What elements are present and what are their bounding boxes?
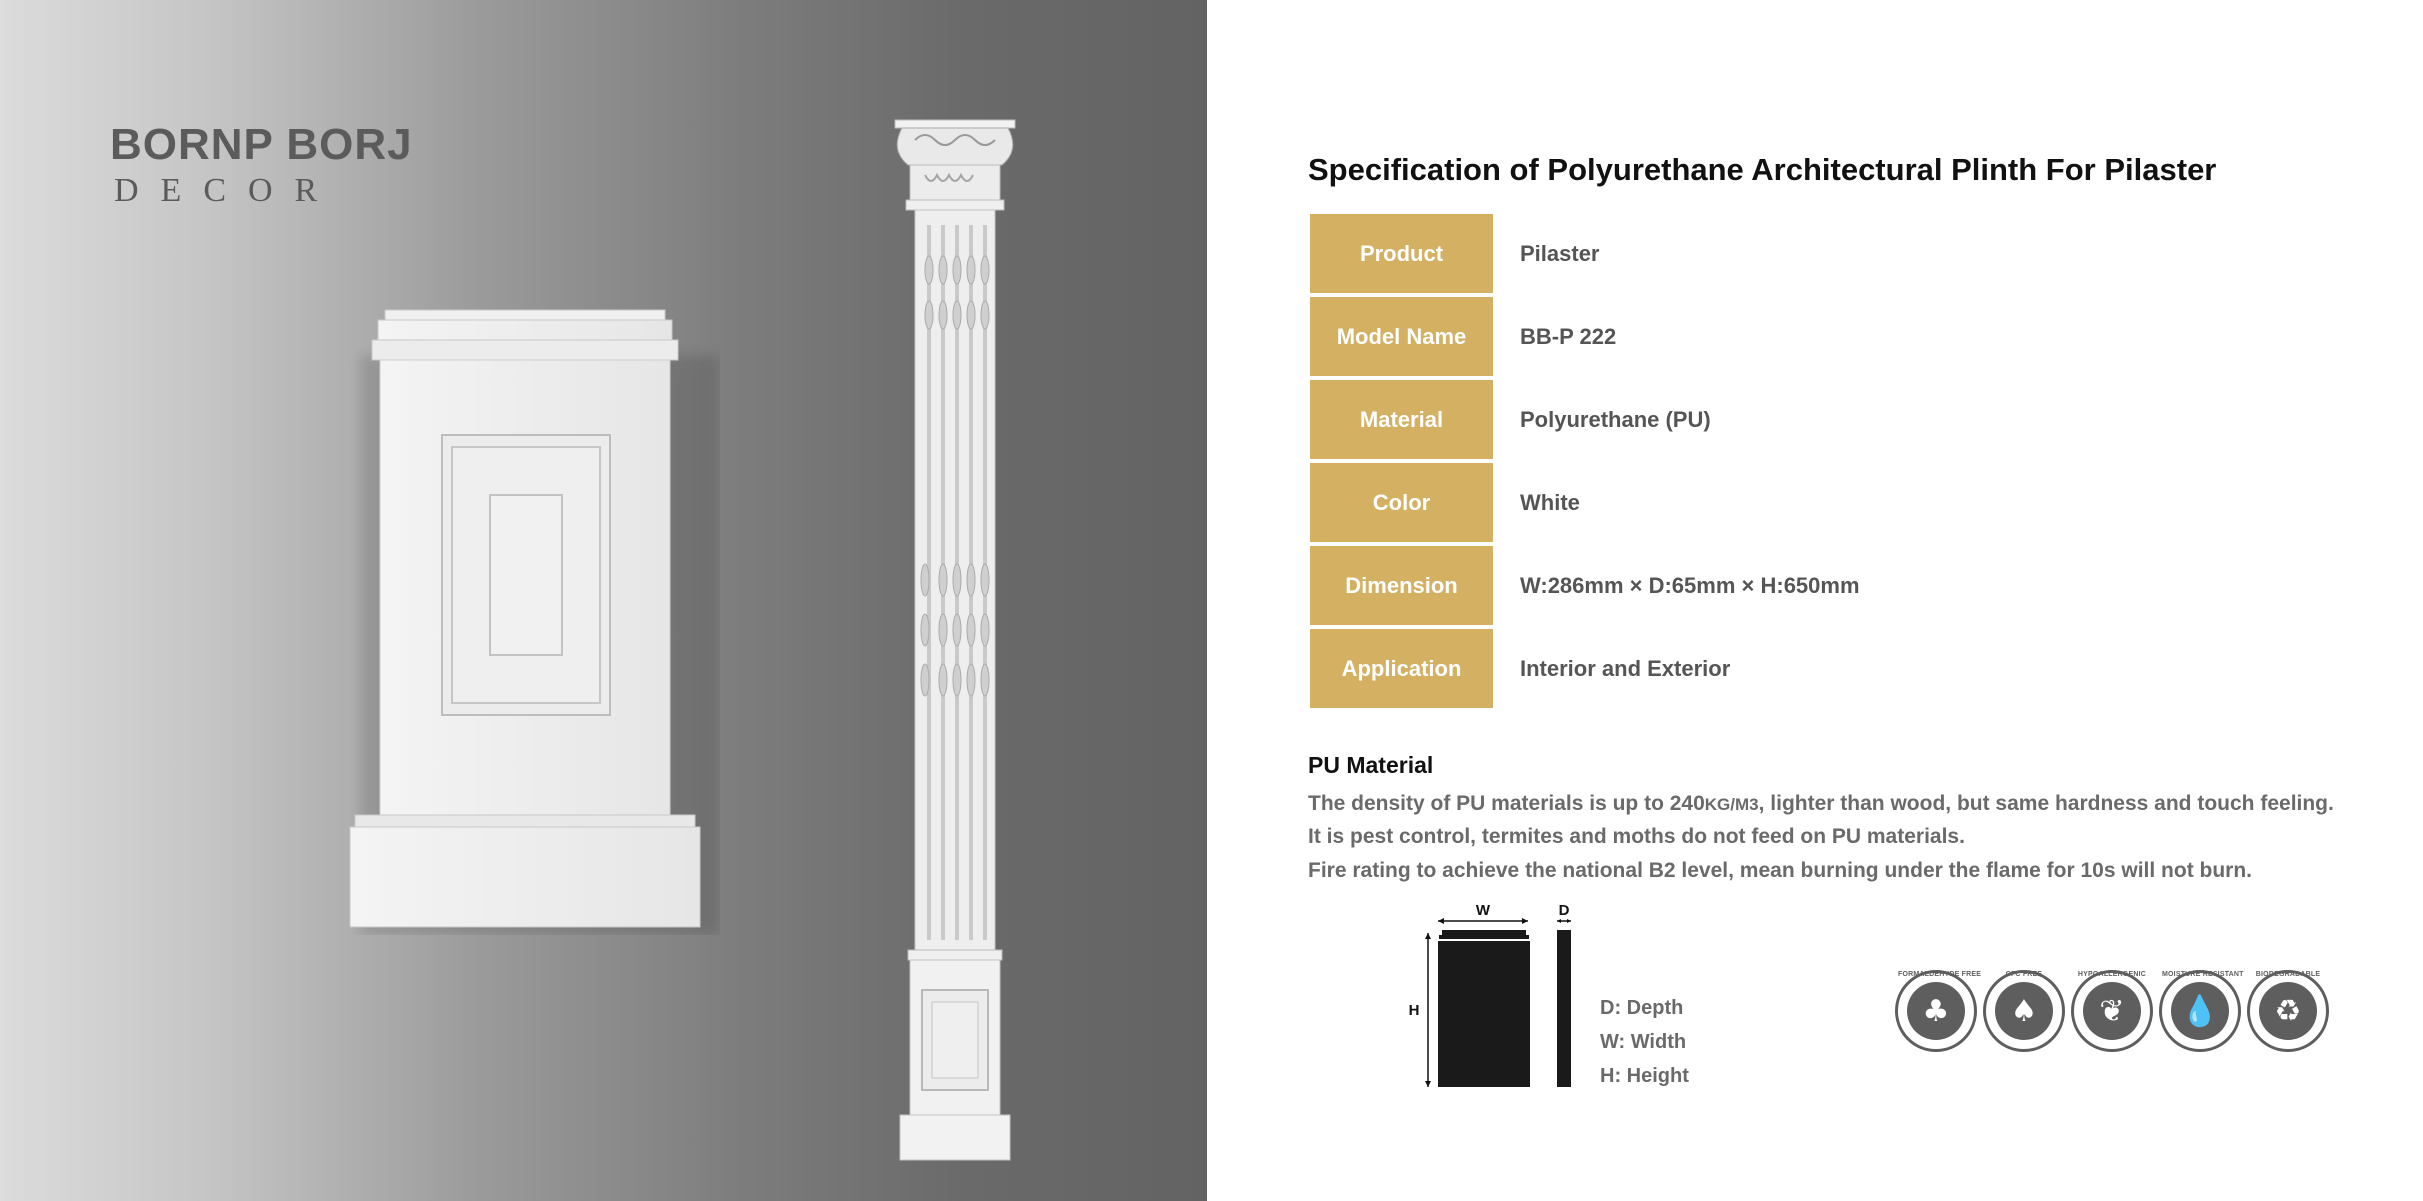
spec-label: Model Name [1310,297,1493,376]
dimension-diagram [1400,895,1600,1095]
legend-width: W: Width [1600,1031,1687,1053]
spec-value: W:286mm × D:65mm × H:650mm [1520,572,1860,598]
spec-row-product [1308,212,2208,295]
brand-logo [110,120,413,220]
pu-density-text: The density of PU materials is up to 240 [1308,792,1705,815]
spec-label: Product [1310,214,1493,293]
legend-height: H: Height [1600,1065,1689,1087]
biodegradable-icon [2247,970,2329,1052]
pu-description-line-3: Fire rating to achieve the national B2 level, mean burning under the flame for 10s will not burn. [1308,859,2253,882]
pilaster-product-image [880,110,1030,1170]
spec-row-application [1308,627,2208,710]
spec-label: Dimension [1310,546,1493,625]
pu-density-unit: KG/M3 [1704,795,1759,814]
formaldehyde-free-icon [1895,970,1982,1052]
logo-wordmark: BORNP BORJ [110,120,413,169]
cfc-free-icon [1983,970,2065,1052]
spec-value: BB-P 222 [1520,323,1617,349]
spec-row-model-name [1308,295,2208,378]
badge-caption: BIODEGRADABLE [2255,971,2321,978]
badge-glyph: ♻ [2259,982,2317,1040]
spec-value: Pilaster [1520,240,1600,266]
badge-caption: HYPOALLERGENIC [2077,971,2147,978]
pu-description-line-2: It is pest control, termites and moths do not feed on PU materials. [1308,825,1965,848]
depth-marker: D [1558,902,1570,919]
badge-glyph: ♣ [1907,982,1965,1040]
spec-label: Application [1310,629,1493,708]
spec-table [1308,212,2208,710]
hypoallergenic-icon [2071,970,2153,1052]
spec-label: Color [1310,463,1493,542]
spec-title: Specification of Polyurethane Architectural Plinth For Pilaster [1308,152,2217,187]
spec-value: Interior and Exterior [1520,655,1731,681]
badge-glyph: ❦ [2083,982,2141,1040]
spec-value: Polyurethane (PU) [1520,406,1711,432]
badge-caption: MOISTURE RESISTANT [2162,971,2244,978]
spec-row-dimension [1308,544,2208,627]
pu-density-comparison: , lighter than wood, but same hardness and touch feeling. [1758,792,2334,815]
badge-caption: FORMALDEHYDE FREE [1898,971,1982,978]
logo-subtitle: DECOR [114,172,340,209]
pu-description-line-1 [1308,792,2334,816]
height-marker: H [1408,1002,1420,1019]
width-marker: W [1475,902,1491,919]
badge-glyph: 💧 [2171,982,2229,1040]
spec-label: Material [1310,380,1493,459]
plinth-product-image [330,295,720,935]
legend-depth: D: Depth [1600,997,1684,1019]
badge-caption: CFC FREE [2005,971,2043,978]
moisture-resistant-icon [2159,970,2244,1052]
spec-row-material [1308,378,2208,461]
product-photo-panel [0,0,1207,1201]
badge-glyph: ♠ [1995,982,2053,1040]
pu-material-heading: PU Material [1308,752,1434,778]
spec-row-color [1308,461,2208,544]
spec-value: White [1520,489,1580,515]
eco-badges [1895,970,2335,1060]
